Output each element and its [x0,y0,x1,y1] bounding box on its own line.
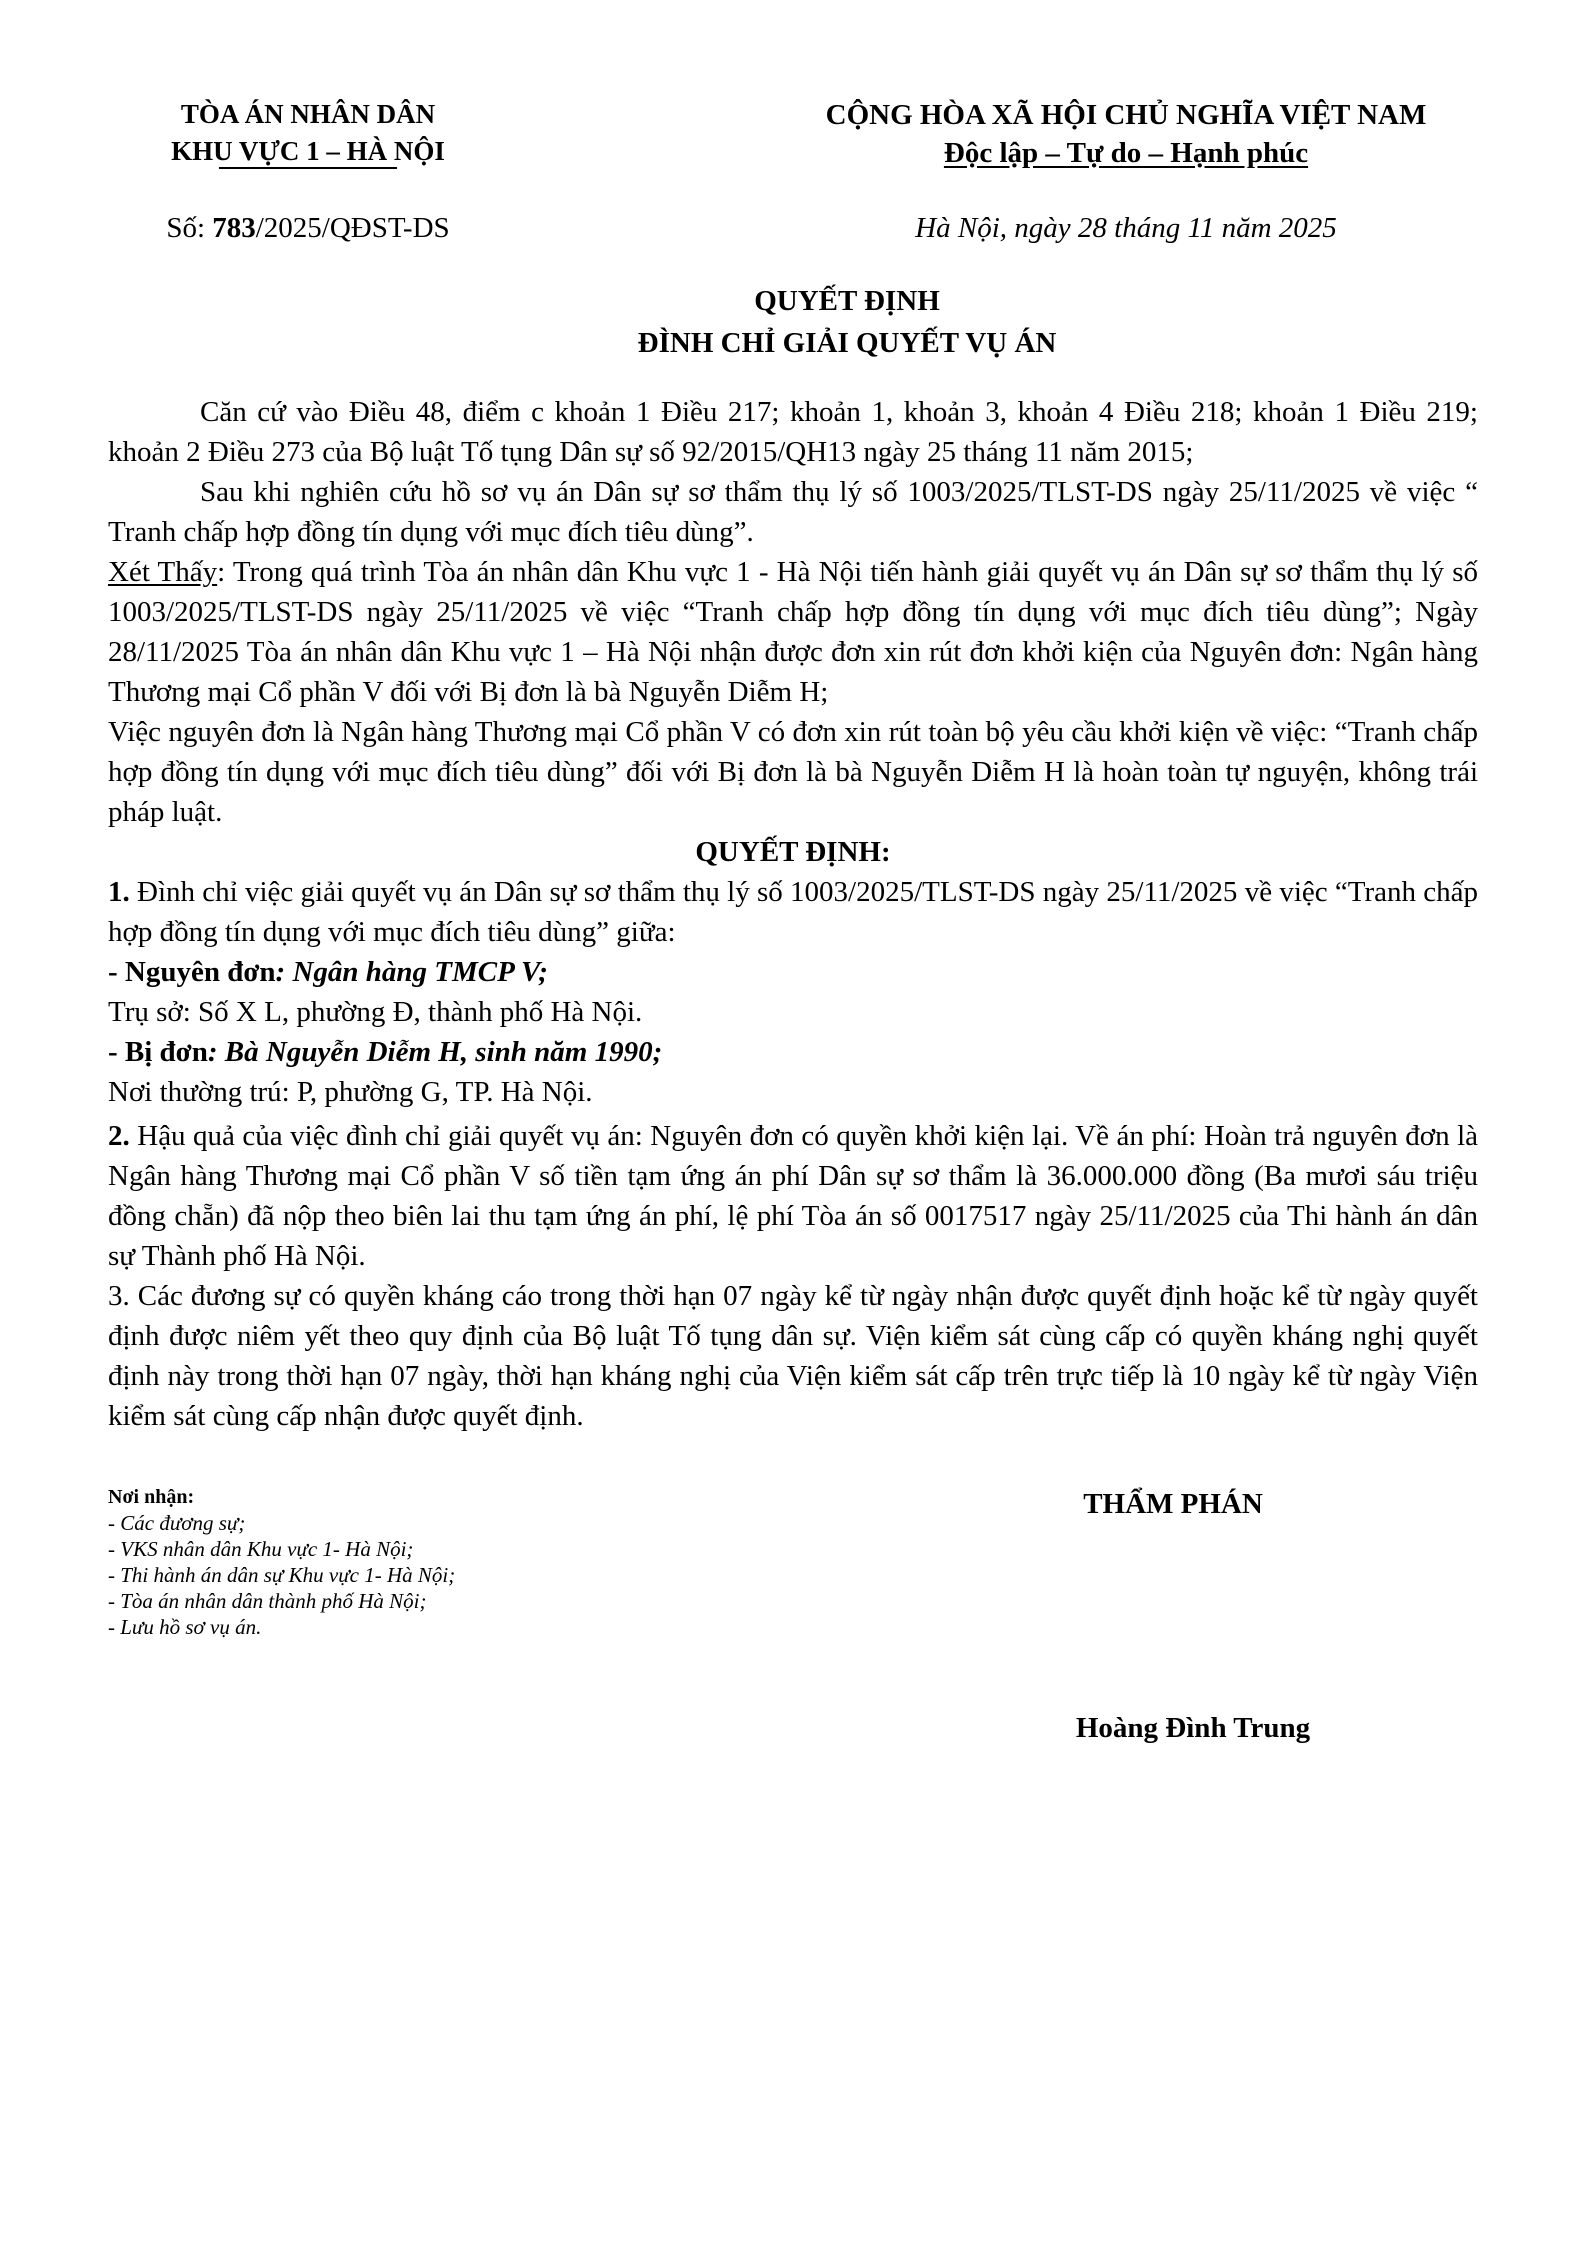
nation-line: CỘNG HÒA XÃ HỘI CHỦ NGHĨA VIỆT NAM [825,99,1427,131]
title-line-1: QUYẾT ĐỊNH [754,285,940,317]
title-line-2: ĐÌNH CHỈ GIẢI QUYẾT VỤ ÁN [637,327,1057,359]
plaintiff-name: : Ngân hàng TMCP V; [275,956,548,988]
recipient-item: - Các đương sự; [108,1511,246,1535]
item-1-text: Đình chỉ việc giải quyết vụ án Dân sự sơ thẩm thụ lý số 1003/2025/TLST-DS ngày 25/11/2025 về việc “Tranh chấp hợp đồng tín dụng với mục đích tiêu dùng” giữa: [108,876,1478,948]
defendant-label: - Bị đơn [108,1036,208,1068]
document-header [108,96,1586,172]
item-2-number: 2. [108,1120,130,1152]
legal-basis-paragraph: Căn cứ vào Điều 48, điểm c khoản 1 Điều 217; khoản 1, khoản 3, khoản 4 Điều 218; khoản 1 Điều 219; khoản 2 Điều 273 của Bộ luật Tố tụng Dân sự số 92/2015/QH13 ngày 25 tháng 11 năm 2015; [108,396,1478,468]
court-line-2: KHU VỰC 1 – HÀ NỘI [171,133,445,170]
ref-number: 783 [212,212,256,244]
document-title [108,280,1586,364]
signer-name: Hoàng Đình Trung [1075,1712,1311,1744]
recipient-item: - Tòa án nhân dân thành phố Hà Nội; [108,1589,427,1613]
decision-heading: QUYẾT ĐỊNH: [695,836,891,868]
court-line-1: TÒA ÁN NHÂN DÂN [180,99,436,129]
court-name [108,96,508,172]
defendant-name: : Bà Nguyễn Diễm H, sinh năm 1990; [207,1036,663,1068]
motto: Độc lập – Tự do – Hạnh phúc [943,137,1309,169]
decision-item-3: 3. Các đương sự có quyền kháng cáo trong thời hạn 07 ngày kể từ ngày nhận được quyết định hoặc kể từ ngày quyết định được niêm yết theo quy định của Bộ luật Tố tụng dân sự. Viện kiểm sát cùng cấp có quyền kháng nghị quyết định này trong thời hạn 07 ngày, thời hạn kháng nghị của Viện kiểm sát cấp trên trực tiếp là 10 ngày kể từ ngày Viện kiểm sát cùng cấp nhận được quyết định. [108,1280,1478,1432]
voluntary-withdrawal-paragraph: Việc nguyên đơn là Ngân hàng Thương mại Cổ phần V có đơn xin rút toàn bộ yêu cầu khởi kiện về việc: “Tranh chấp hợp đồng tín dụng với mục đích tiêu dùng” đối với Bị đơn là bà Nguyễn Diễm H là hoàn toàn tự nguyện, không trái pháp luật. [108,716,1478,828]
national-heading [726,96,1526,172]
recipients-block [108,1484,455,1640]
recipient-item: - Lưu hồ sơ vụ án. [108,1615,262,1639]
defendant-line [108,1032,1478,1072]
recipient-item: - VKS nhân dân Khu vực 1- Hà Nội; [108,1537,414,1561]
ref-prefix: Số: [166,212,213,244]
findings-paragraph [108,552,1478,712]
recipients-heading: Nơi nhận: [108,1486,195,1508]
decision-item-2 [108,1116,1478,1276]
findings-label: Xét Thấy [108,556,218,588]
document-body [108,392,1478,1436]
case-review-paragraph: Sau khi nghiên cứu hồ sơ vụ án Dân sự sơ thẩm thụ lý số 1003/2025/TLST-DS ngày 25/11/2025 về việc “ Tranh chấp hợp đồng tín dụng với mục đích tiêu dùng”. [108,476,1478,548]
plaintiff-line [108,952,1478,992]
ref-suffix: /2025/QĐST-DS [255,212,450,244]
reference-number [108,208,508,248]
plaintiff-address: Trụ sở: Số X L, phường Đ, thành phố Hà Nội. [108,996,643,1028]
defendant-address: Nơi thường trú: P, phường G, TP. Hà Nội. [108,1076,593,1108]
reference-line [108,208,1586,248]
findings-text: : Trong quá trình Tòa án nhân dân Khu vực 1 - Hà Nội tiến hành giải quyết vụ án Dân sự sơ thẩm thụ lý số 1003/2025/TLST-DS ngày 25/11/2025 về việc “Tranh chấp hợp đồng tín dụng với mục đích tiêu dùng”; Ngày 28/11/2025 Tòa án nhân dân Khu vực 1 – Hà Nội nhận được đơn xin rút đơn khởi kiện của Nguyên đơn: Ngân hàng Thương mại Cổ phần V đối với Bị đơn là bà Nguyễn Diễm H; [108,556,1478,708]
item-1-number: 1. [108,876,130,908]
plaintiff-label: - Nguyên đơn [108,956,276,988]
issue-date: Hà Nội, ngày 28 tháng 11 năm 2025 [915,212,1337,244]
recipient-item: - Thi hành án dân sự Khu vực 1- Hà Nội; [108,1563,456,1587]
signer-role: THẨM PHÁN [1083,1488,1263,1520]
decision-item-1 [108,872,1478,952]
document-footer [108,1484,1586,1884]
item-2-text: Hậu quả của việc đình chỉ giải quyết vụ án: Nguyên đơn có quyền khởi kiện lại. Về án phí: Hoàn trả nguyên đơn là Ngân hàng Thương mại Cổ phần V số tiền tạm ứng án phí Dân sự sơ thẩm là 36.000.000 đồng (Ba mươi sáu triệu đồng chẵn) đã nộp theo biên lai thu tạm ứng án phí, lệ phí Tòa án số 0017517 ngày 25/11/2025 của Thi hành án dân sự Thành phố Hà Nội. [108,1120,1478,1272]
